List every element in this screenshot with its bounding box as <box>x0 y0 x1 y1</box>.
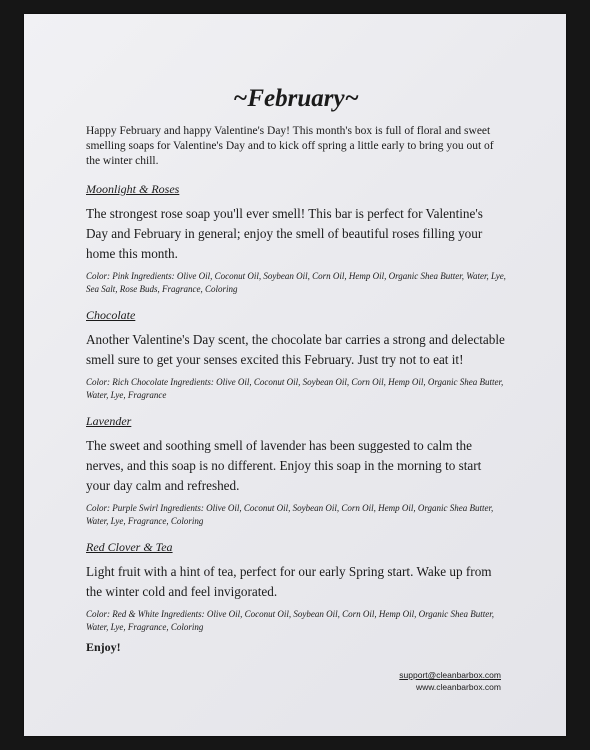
section-heading: Lavender <box>86 414 132 428</box>
section-ingredients: Color: Red & White Ingredients: Olive Oil, Coconut Oil, Soybean Oil, Corn Oil, Hemp Oil, Organic Shea Butter, Water, Lye, Fragrance, Coloring <box>86 609 495 632</box>
contact-block <box>399 669 501 693</box>
section-heading: Moonlight & Roses <box>86 182 180 196</box>
section-moonlight-roses <box>86 182 506 296</box>
section-ingredients: Color: Pink Ingredients: Olive Oil, Coconut Oil, Soybean Oil, Corn Oil, Hemp Oil, Organic Shea Butter, Water, Lye, Sea Salt, Rose Buds, Fragrance, Coloring <box>86 271 506 294</box>
section-red-clover-tea <box>86 540 506 634</box>
paper-sheet <box>24 14 566 736</box>
closing-text: Enjoy! <box>86 640 121 654</box>
section-description: Another Valentine's Day scent, the chocolate bar carries a strong and delectable smell sure to get your senses excited this February. Just try not to eat it! <box>86 332 505 367</box>
section-description: The strongest rose soap you'll ever smell! This bar is perfect for Valentine's Day and February in general; enjoy the smell of beautiful roses filling your home this month. <box>86 206 483 261</box>
section-ingredients: Color: Purple Swirl Ingredients: Olive Oil, Coconut Oil, Soybean Oil, Corn Oil, Hemp Oil, Organic Shea Butter, Water, Lye, Fragrance, Coloring <box>86 503 494 526</box>
section-lavender <box>86 414 506 528</box>
page-title: ~February~ <box>233 85 359 112</box>
section-description: The sweet and soothing smell of lavender has been suggested to calm the nerves, and this soap is no different. Enjoy this soap in the morning to start your day calm and refreshed. <box>86 438 482 493</box>
section-chocolate <box>86 308 506 402</box>
support-email-link[interactable]: support@cleanbarbox.com <box>399 670 501 680</box>
section-heading: Red Clover & Tea <box>86 540 173 554</box>
intro-paragraph: Happy February and happy Valentine's Day! This month's box is full of floral and sweet smelling soaps for Valentine's Day and to kick off spring a little early to bring you out of the winter chill. <box>86 125 494 167</box>
letter-content <box>86 84 506 646</box>
section-description: Light fruit with a hint of tea, perfect for our early Spring start. Wake up from the winter cold and feel invigorated. <box>86 564 492 599</box>
website-link[interactable]: www.cleanbarbox.com <box>415 682 501 692</box>
section-heading: Chocolate <box>86 308 136 322</box>
section-ingredients: Color: Rich Chocolate Ingredients: Olive Oil, Coconut Oil, Soybean Oil, Corn Oil, Hemp Oil, Organic Shea Butter, Water, Lye, Fragrance <box>86 377 504 400</box>
